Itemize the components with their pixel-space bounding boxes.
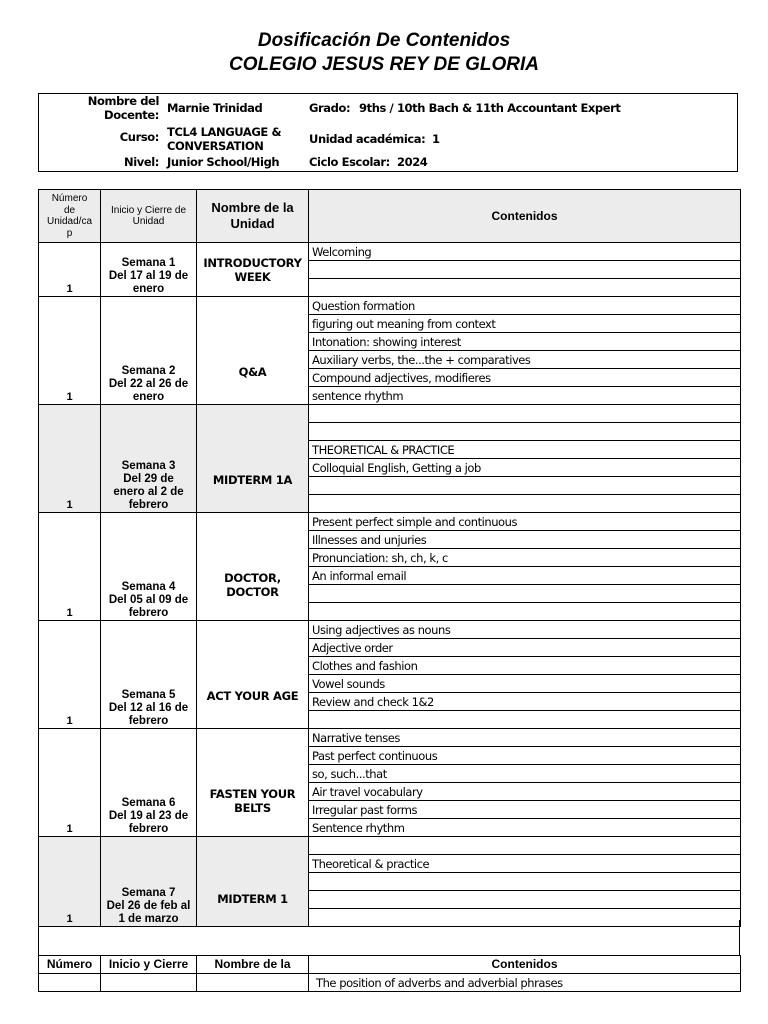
unit-name-line: MIDTERM 1A [212,472,293,487]
content-line: Review and check 1&2 [309,693,741,711]
content-plan-table [38,189,741,927]
week-dates-line: enero [132,283,165,295]
week-dates-line: Semana 6 [121,797,176,809]
content-line: Illnesses and unjuries [309,531,741,549]
unit-number: 1 [39,243,101,297]
content-line [309,405,741,423]
unit-number: 1 [39,513,101,621]
ciclo-label: Ciclo Escolar: [309,155,390,169]
week-dates-line: Semana 4 [121,581,176,593]
content-line: Present perfect simple and continuous [309,513,741,531]
header2-inicio: Inicio y Cierre [101,956,197,974]
unit-name-line: ACT YOUR AGE [206,688,299,703]
unit-name [197,243,309,297]
content-line: Vowel sounds [309,675,741,693]
week-dates-line: 1 de marzo [118,913,179,925]
grado-value: 9ths / 10th Bach & 11th Accountant Expert [359,101,621,115]
content-line: Sentence rhythm [309,819,741,837]
grado-label: Grado: [309,101,351,115]
table-header-row [39,190,741,243]
header-nombre-unidad: Nombre de la Unidad [197,190,309,243]
header-contenidos: Contenidos [309,190,741,243]
week-dates-line: Semana 3 [121,460,176,472]
content-line [309,279,741,297]
unit-name [197,729,309,837]
content-line: Past perfect continuous [309,747,741,765]
content-line: Auxiliary verbs, the...the + comparatives [309,351,741,369]
content-line: Clothes and fashion [309,657,741,675]
content-line: Welcoming [309,243,741,261]
week-dates-line: febrero [128,715,169,727]
week-dates-line: Semana 2 [121,365,176,377]
table-row [39,729,741,747]
document-title: Dosificación De Contenidos [257,30,511,51]
header2-numero: Número [39,956,101,974]
docente-label-1: Nombre del [87,94,159,108]
content-line [309,261,741,279]
week-dates [101,297,197,405]
content-line [309,711,741,729]
content-line: so, such...that [309,765,741,783]
content-line: sentence rhythm [309,387,741,405]
table-row [39,837,741,855]
week-dates [101,513,197,621]
nivel-label: Nivel: [123,155,159,169]
unit-name [197,513,309,621]
week-dates-line: Del 17 al 19 de [108,270,189,282]
content-line: Colloquial English, Getting a job [309,459,741,477]
content-line: Adjective order [309,639,741,657]
week-dates [101,405,197,513]
content-line: Theoretical & practice [309,855,741,873]
week-dates-line: Del 26 de feb al [106,900,191,912]
content-line: Air travel vocabulary [309,783,741,801]
content-line [309,603,741,621]
unit-name [197,621,309,729]
content-line: Irregular past forms [309,801,741,819]
week-dates [101,729,197,837]
table-row [39,243,741,261]
week-dates-line: Del 19 al 23 de [108,810,189,822]
docente-label-2: Docente: [104,108,159,122]
table2-row [39,974,741,992]
content-line [309,585,741,603]
week-dates-line: enero al 2 de [113,486,184,498]
header-numero: Número de Unidad/ca p [39,190,101,243]
unit-number: 1 [39,729,101,837]
week-dates-line: febrero [128,823,169,835]
week-dates-line: Semana 5 [121,689,176,701]
unit-name [197,297,309,405]
ciclo-value: 2024 [397,155,428,169]
week-dates-line: Del 29 de [123,473,174,485]
week-dates-line: Del 22 al 26 de [108,378,189,390]
content-line [309,837,741,855]
content-line: Question formation [309,297,741,315]
nivel-value: Junior School/High [167,155,280,169]
week-dates [101,621,197,729]
content-line [309,423,741,441]
week-dates [101,837,197,927]
content-line [309,873,741,891]
content-line: Using adjectives as nouns [309,621,741,639]
unit-number: 1 [39,405,101,513]
curso-label: Curso: [119,130,159,144]
page-gap [38,920,740,956]
unidad-value: 1 [432,132,440,146]
unit-name-line: WEEK [234,269,271,284]
header-inicio-cierre: Inicio y Cierre de Unidad [101,190,197,243]
docente-value: Marnie Trinidad [167,101,263,115]
week-dates-line: Del 12 al 16 de [108,702,189,714]
table-row [39,405,741,423]
week-dates [101,243,197,297]
header2-contenidos: Contenidos [309,956,741,974]
table-row [39,621,741,639]
unit-name-line: Q&A [238,364,267,379]
table-row [39,297,741,315]
curso-value-1: TCL4 LANGUAGE & [167,125,282,139]
week-dates-line: febrero [128,607,169,619]
content-line: Narrative tenses [309,729,741,747]
week-dates-line: Semana 7 [121,887,176,899]
unit-name-line: INTRODUCTORY [203,255,302,270]
unit-number: 1 [39,297,101,405]
content-line: Intonation: showing interest [309,333,741,351]
content-plan-table-continued [38,955,741,992]
content-line: Pronunciation: sh, ch, k, c [309,549,741,567]
content-line: An informal email [309,567,741,585]
content-line: The position of adverbs and adverbial phrases [309,974,741,992]
unit-name-line: BELTS [234,800,271,815]
unidad-label: Unidad académica: [309,132,426,146]
week-dates-line: enero [132,391,165,403]
week-dates-line: febrero [128,499,169,511]
content-line: THEORETICAL & PRACTICE [309,441,741,459]
content-line [309,495,741,513]
table-row [39,513,741,531]
unit-name [197,405,309,513]
header2-nombre: Nombre de la [197,956,309,974]
school-name: COLEGIO JESUS REY DE GLORIA [228,54,540,75]
week-dates-line: Semana 1 [121,257,176,269]
unit-name-line: DOCTOR [226,585,279,599]
unit-name-line: DOCTOR, [224,571,281,585]
teacher-info-box [38,93,738,172]
unit-number: 1 [39,837,101,927]
week-dates-line: Del 05 al 09 de [108,594,189,606]
content-line: figuring out meaning from context [309,315,741,333]
curso-value-2: CONVERSATION [167,139,264,153]
content-line: Compound adjectives, modifieres [309,369,741,387]
content-line [309,891,741,909]
content-line [309,477,741,495]
unit-name-line: FASTEN YOUR [209,786,296,801]
unit-name [197,837,309,927]
table2-header-row [39,956,741,974]
unit-number: 1 [39,621,101,729]
unit-name-line: MIDTERM 1 [217,891,288,906]
